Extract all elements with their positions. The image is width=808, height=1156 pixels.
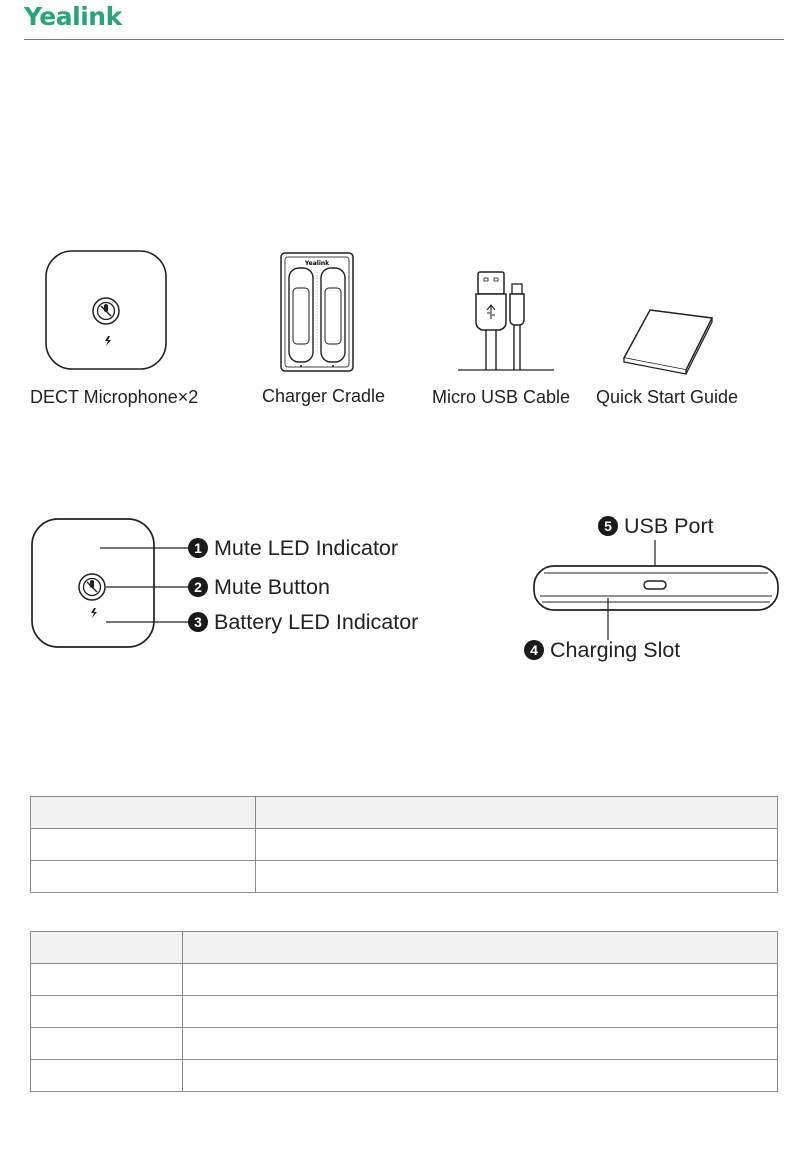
table-cell: [183, 1060, 778, 1092]
microphone-side-view: [530, 540, 782, 640]
cradle-brand-text: Yealink: [304, 260, 330, 267]
table-cell: [31, 797, 256, 829]
table-cell: [31, 932, 183, 964]
callout-label: Mute Button: [214, 575, 330, 599]
table-row: [31, 1028, 778, 1060]
micro-usb-cable-illustration: [456, 268, 556, 374]
callout-number-badge: 5: [598, 516, 618, 536]
charger-cradle-illustration: [280, 252, 354, 372]
table-cell: [183, 996, 778, 1028]
callout-charging-slot: [524, 638, 680, 663]
callout-label: USB Port: [624, 514, 714, 538]
package-item-label: Quick Start Guide: [596, 387, 739, 407]
brand-logo: Yealink: [24, 2, 122, 31]
table-cell: [31, 1028, 183, 1060]
table-cell: [256, 861, 778, 893]
table-row: [31, 861, 778, 893]
spec-table-2: [30, 931, 778, 1092]
header-rule: [24, 39, 784, 40]
callout-label: Battery LED Indicator: [214, 610, 419, 634]
callout-battery-led-indicator: [188, 610, 418, 635]
table-cell: [256, 829, 778, 861]
quick-start-guide-illustration: [620, 306, 716, 376]
callout-label: Charging Slot: [550, 638, 681, 662]
callout-number-badge: 1: [188, 538, 208, 558]
package-item-label: DECT Microphone×2: [30, 387, 199, 407]
table-cell: [31, 829, 256, 861]
table-cell: [31, 996, 183, 1028]
table-row: [31, 829, 778, 861]
table-cell: [31, 861, 256, 893]
table-cell: [183, 1028, 778, 1060]
callout-label: Mute LED Indicator: [214, 536, 399, 560]
spec-table-1: [30, 796, 778, 893]
table-row: [31, 1060, 778, 1092]
table-row: [31, 964, 778, 996]
callout-number-badge: 3: [188, 612, 208, 632]
table-cell: [31, 964, 183, 996]
callout-number-badge: 4: [524, 640, 544, 660]
callout-number-badge: 2: [188, 577, 208, 597]
callout-mute-button: [188, 575, 330, 600]
callout-usb-port: [598, 514, 714, 539]
package-item-label: Charger Cradle: [262, 386, 386, 406]
table-header-row: [31, 932, 778, 964]
table-cell: [183, 932, 778, 964]
table-cell: [256, 797, 778, 829]
package-item-label: Micro USB Cable: [432, 387, 571, 407]
table-cell: [31, 1060, 183, 1092]
microphone-front-view: [30, 517, 190, 651]
table-cell: [183, 964, 778, 996]
dect-microphone-illustration: [44, 249, 168, 371]
table-row: [31, 996, 778, 1028]
table-header-row: [31, 797, 778, 829]
callout-mute-led-indicator: [188, 536, 398, 561]
